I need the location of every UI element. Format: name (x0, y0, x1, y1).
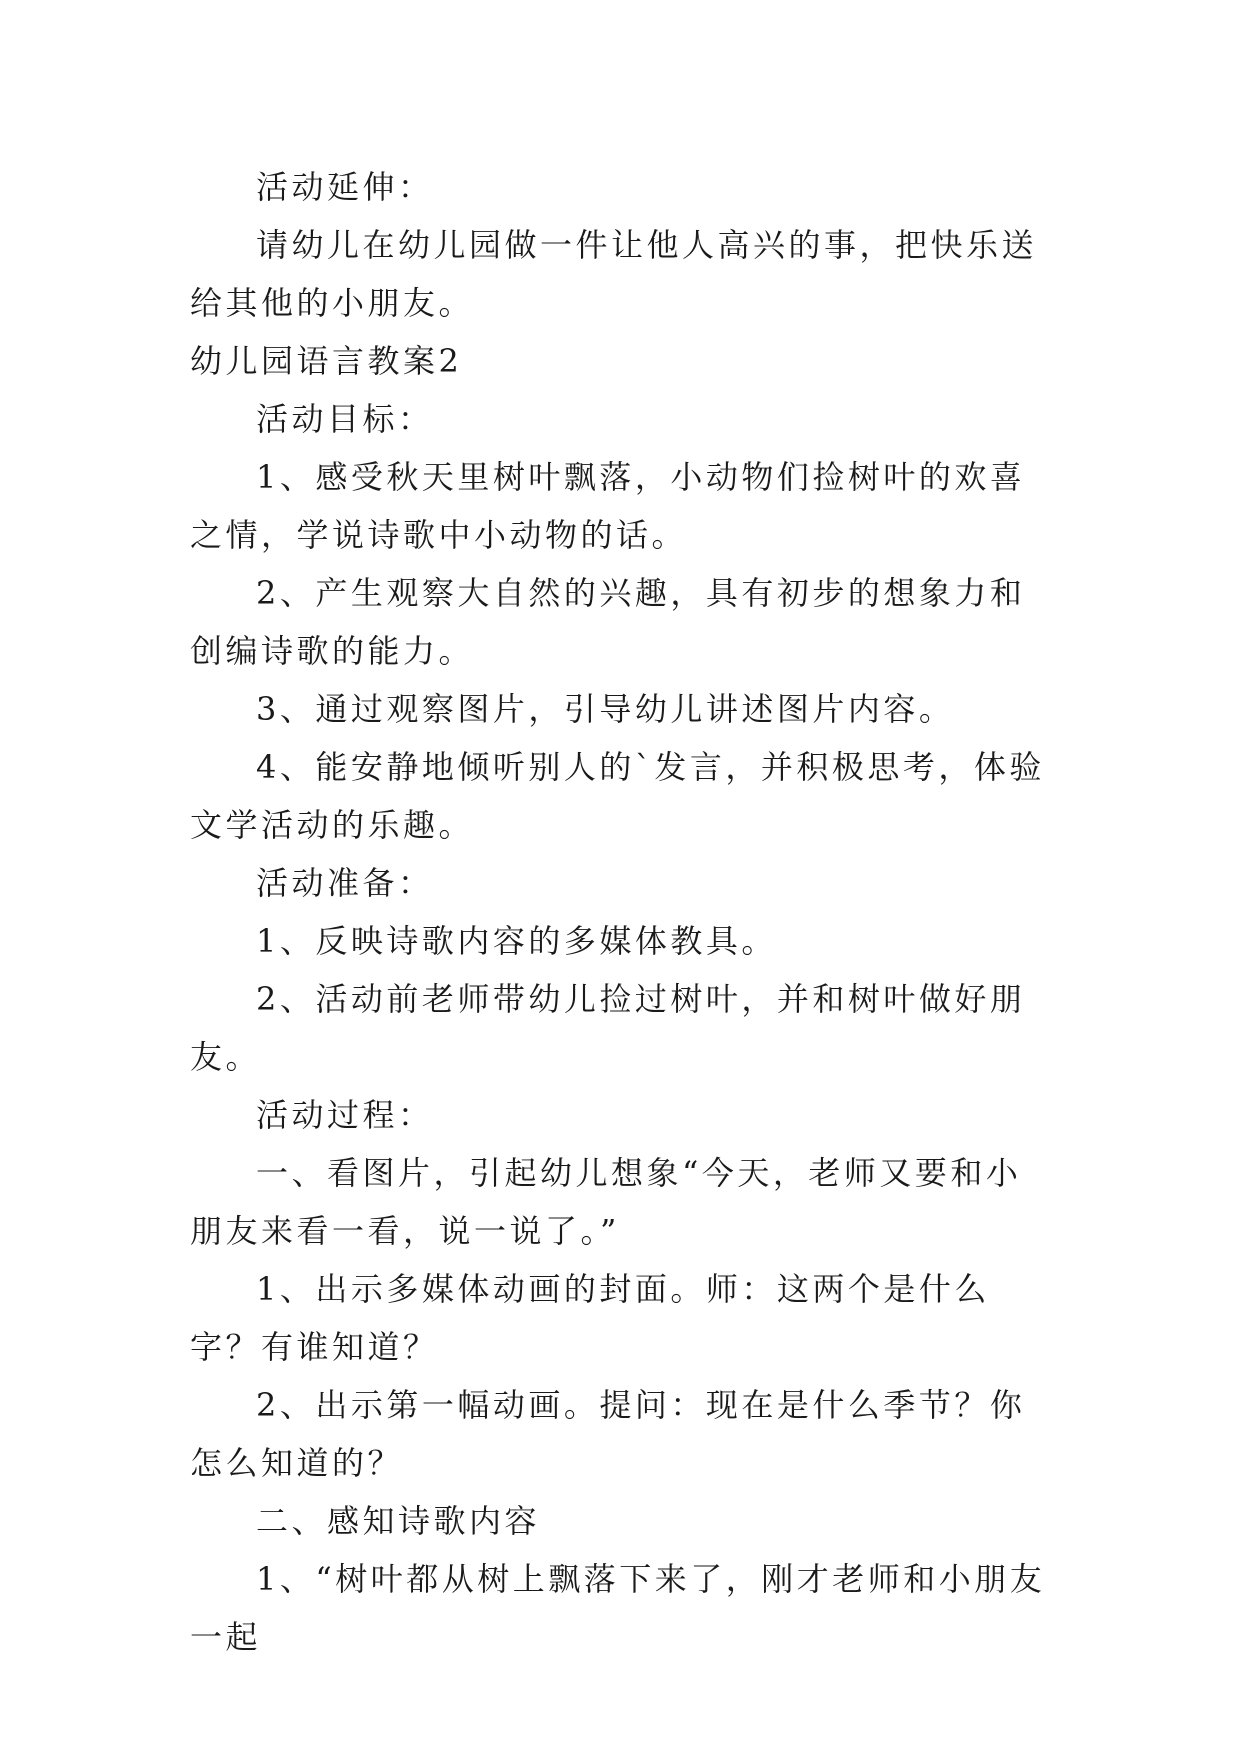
paragraph-extension-text: 请幼儿在幼儿园做一件让他人高兴的事，把快乐送给其他的小朋友。 (190, 226, 1038, 322)
document-page (190, 158, 1052, 1666)
paragraph-goal-1: 1、感受秋天里树叶飘落，小动物们捡树叶的欢喜之情，学说诗歌中小动物的话。 (190, 458, 1026, 554)
paragraph-goal-2: 2、产生观察大自然的兴趣，具有初步的想象力和创编诗歌的能力。 (190, 574, 1026, 670)
paragraph-process-2-1: 1、“树叶都从树上飘落下来了，刚才老师和小朋友一起 (190, 1560, 1046, 1656)
paragraph-prep-2: 2、活动前老师带幼儿捡过树叶，并和树叶做好朋友。 (190, 980, 1026, 1076)
paragraph-process-heading: 活动过程： (256, 1096, 434, 1134)
paragraph-extension-heading: 活动延伸： (256, 168, 434, 206)
paragraph-goal-3: 3、通过观察图片，引导幼儿讲述图片内容。 (256, 690, 955, 728)
lesson-title: 幼儿园语言教案2 (190, 342, 463, 380)
paragraph-process-1-1: 1、出示多媒体动画的封面。师：这两个是什么字？有谁知道？ (190, 1270, 990, 1366)
paragraph-process-1-2: 2、出示第一幅动画。提问：现在是什么季节？你怎么知道的？ (190, 1386, 1026, 1482)
paragraph-prep-heading: 活动准备： (256, 864, 434, 902)
paragraph-goals-heading: 活动目标： (256, 400, 434, 438)
paragraph-goal-4: 4、能安静地倾听别人的`发言，并积极思考，体验文学活动的乐趣。 (190, 748, 1045, 844)
paragraph-prep-1: 1、反映诗歌内容的多媒体教具。 (256, 922, 777, 960)
paragraph-process-2: 二、感知诗歌内容 (256, 1502, 541, 1540)
paragraph-process-1: 一、看图片，引起幼儿想象“今天，老师又要和小朋友来看一看，说一说了。” (190, 1154, 1022, 1250)
